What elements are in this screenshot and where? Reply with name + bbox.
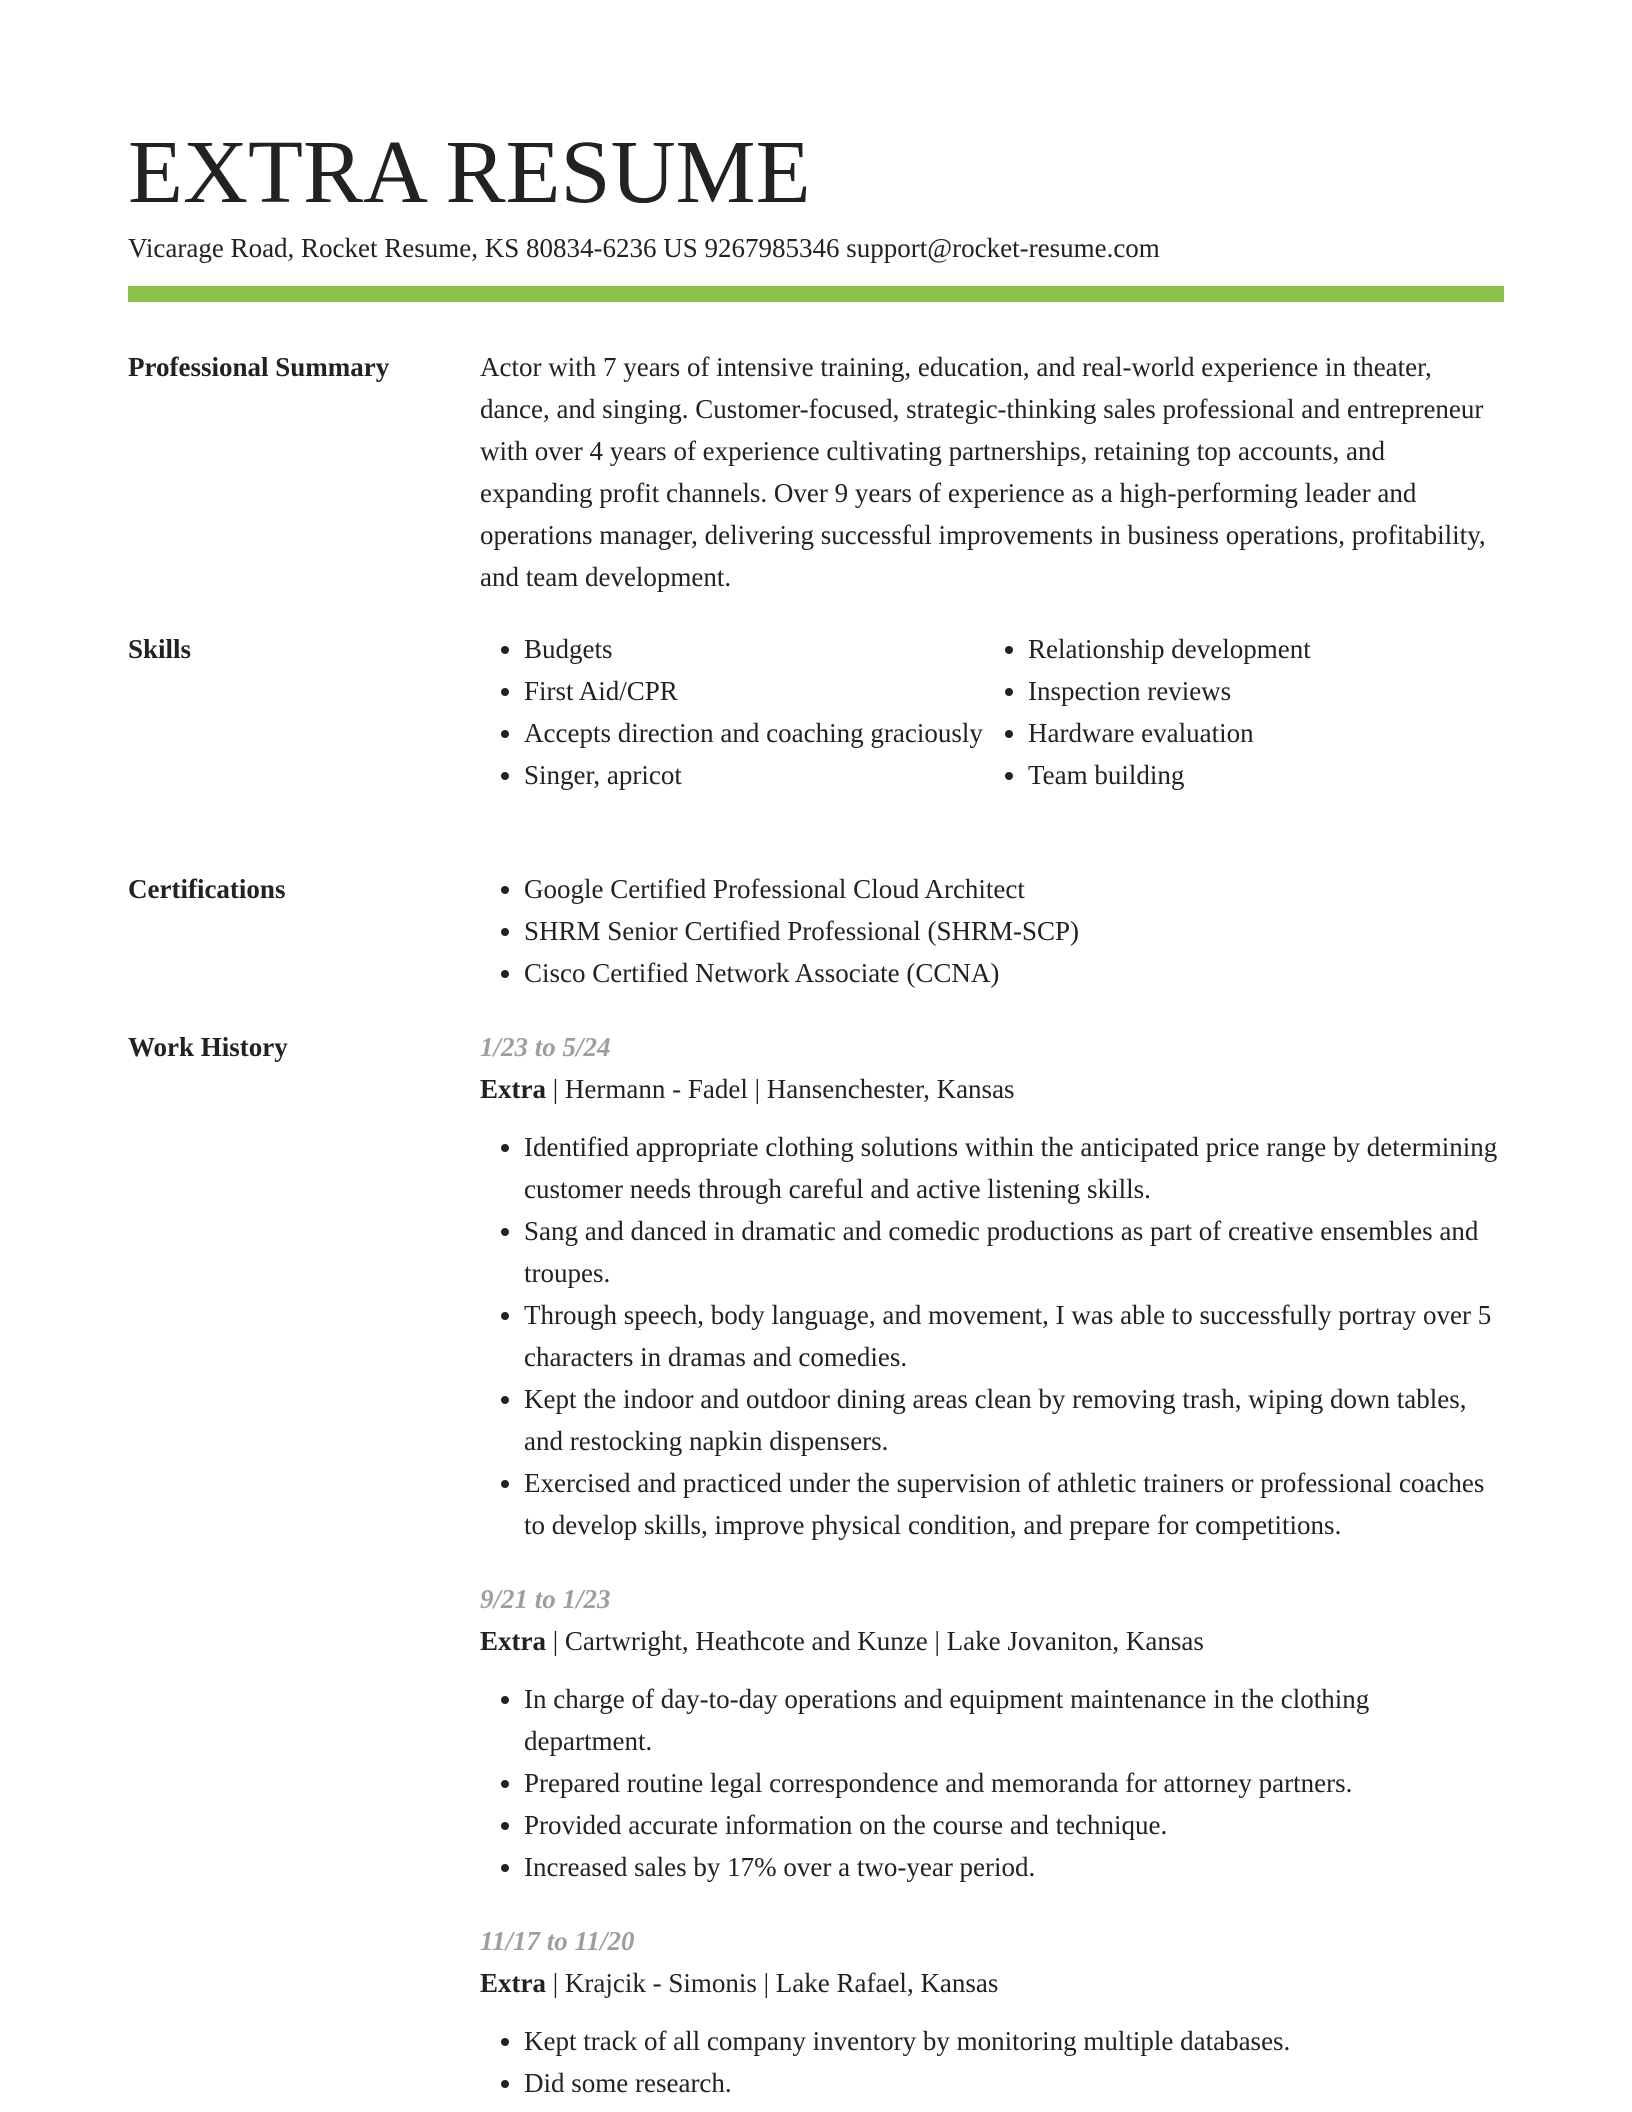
work-history-label: Work History (128, 1032, 288, 1062)
skill-item: • Hardware evaluation (1028, 712, 1488, 754)
job-details: | Cartwright, Heathcote and Kunze | Lake Jovaniton, Kansas (545, 1626, 1204, 1656)
skills-body (480, 628, 1504, 796)
job-title-line (480, 1068, 1504, 1110)
job-title-line (480, 1962, 1504, 2004)
job-bullet: • Prepared routine legal correspondence and memoranda for attorney partners. (524, 1762, 1504, 1804)
skill-item: • Budgets (524, 628, 984, 670)
job-bullet: • Identified appropriate clothing solutions within the anticipated price range by determining customer needs through careful and active listening skills. (524, 1126, 1504, 1210)
job-bullet: • Exercised and practiced under the supervision of athletic trainers or professional coaches to develop skills, improve physical condition, and prepare for competitions. (524, 1462, 1504, 1546)
job-entry (480, 1578, 1504, 1888)
job-dates: 11/17 to 11/20 (480, 1926, 635, 1956)
job-title-line (480, 1620, 1504, 1662)
skill-item: • Accepts direction and coaching graciously (524, 712, 984, 754)
job-bullet: • Sang and danced in dramatic and comedic productions as part of creative ensembles and troupes. (524, 1210, 1504, 1294)
certification-item: • Cisco Certified Network Associate (CCNA) (524, 952, 1504, 994)
skill-item: • Inspection reviews (1028, 670, 1488, 712)
certifications-body (480, 868, 1504, 994)
job-bullet: • In charge of day-to-day operations and equipment maintenance in the clothing department. (524, 1678, 1504, 1762)
job-entry (480, 1920, 1504, 2104)
skill-item: • Singer, apricot (524, 754, 984, 796)
job-details: | Krajcik - Simonis | Lake Rafael, Kansas (545, 1968, 999, 1998)
job-entry (480, 1026, 1504, 1546)
skills-left-column (480, 628, 984, 796)
job-dates: 1/23 to 5/24 (480, 1032, 611, 1062)
summary-label: Professional Summary (128, 352, 390, 382)
certifications-label: Certifications (128, 874, 286, 904)
job-bullet: • Kept track of all company inventory by monitoring multiple databases. (524, 2020, 1504, 2062)
job-title: Extra (480, 1968, 546, 1998)
job-bullet: • Provided accurate information on the course and technique. (524, 1804, 1504, 1846)
job-dates: 9/21 to 1/23 (480, 1584, 611, 1614)
work-history-body (480, 1026, 1504, 2104)
skills-label: Skills (128, 634, 192, 664)
skill-item: • Relationship development (1028, 628, 1488, 670)
job-bullet: • Increased sales by 17% over a two-year period. (524, 1846, 1504, 1888)
certification-item: • SHRM Senior Certified Professional (SHRM-SCP) (524, 910, 1504, 952)
header-divider (128, 286, 1504, 302)
job-bullet: • Through speech, body language, and movement, I was able to successfully portray over 5 characters in dramas and comedies. (524, 1294, 1504, 1378)
summary-text: Actor with 7 years of intensive training, education, and real-world experience in theater, dance, and singing. Customer-focused, strategic-thinking sales professional and entrepreneur with over 4 years of experience cultivating partnerships, retaining top accounts, and expanding profit channels. Over 9 years of experience as a high-performing leader and operations manager, delivering successful improvements in business operations, profitability, and team development. (480, 352, 1486, 592)
certification-item: • Google Certified Professional Cloud Architect (524, 868, 1504, 910)
job-bullet: • Did some research. (524, 2062, 1504, 2104)
skills-right-column (984, 628, 1488, 796)
job-title: Extra (480, 1626, 546, 1656)
summary-body (480, 346, 1504, 598)
skill-item: • First Aid/CPR (524, 670, 984, 712)
job-bullet: • Kept the indoor and outdoor dining areas clean by removing trash, wiping down tables, and restocking napkin dispensers. (524, 1378, 1504, 1462)
skill-item: • Team building (1028, 754, 1488, 796)
job-details: | Hermann - Fadel | Hansenchester, Kansas (545, 1074, 1015, 1104)
job-title: Extra (480, 1074, 546, 1104)
resume-name: EXTRA RESUME (128, 123, 811, 222)
contact-line: Vicarage Road, Rocket Resume, KS 80834-6236 US 9267985346 support@rocket-resume.com (128, 233, 1160, 263)
